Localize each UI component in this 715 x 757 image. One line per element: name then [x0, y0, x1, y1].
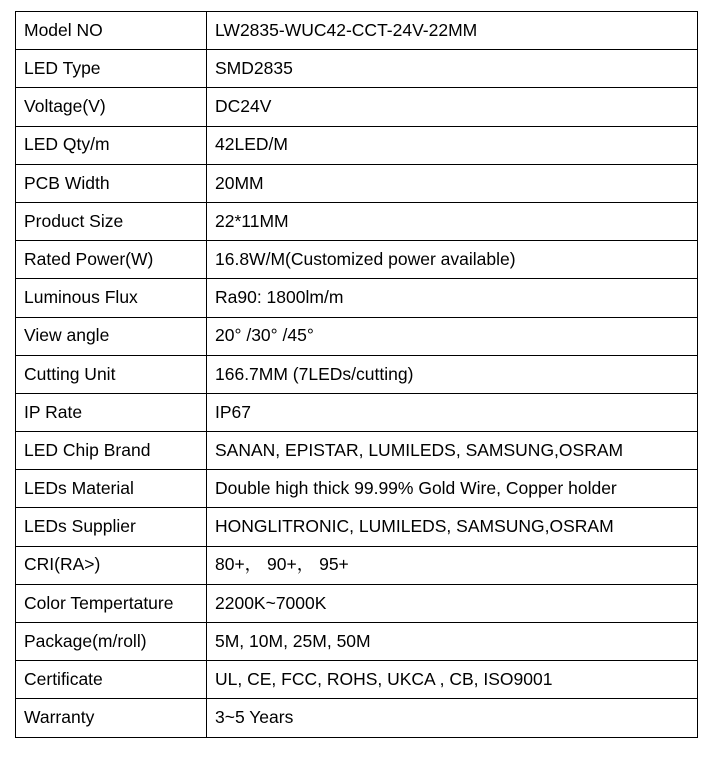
- spec-label: Warranty: [16, 699, 207, 737]
- spec-value: 42LED/M: [207, 126, 698, 164]
- table-row: [16, 355, 698, 393]
- spec-label: Rated Power(W): [16, 241, 207, 279]
- table-row: [16, 279, 698, 317]
- spec-label: Voltage(V): [16, 88, 207, 126]
- table-row: [16, 508, 698, 546]
- table-row: [16, 584, 698, 622]
- spec-label: PCB Width: [16, 164, 207, 202]
- spec-label: LEDs Supplier: [16, 508, 207, 546]
- table-row: [16, 661, 698, 699]
- spec-label: LED Type: [16, 50, 207, 88]
- table-row: [16, 623, 698, 661]
- table-row: [16, 546, 698, 584]
- spec-label: Luminous Flux: [16, 279, 207, 317]
- table-row: [16, 699, 698, 737]
- spec-label: Certificate: [16, 661, 207, 699]
- spec-value: IP67: [207, 393, 698, 431]
- spec-table: [15, 11, 698, 738]
- table-row: [16, 88, 698, 126]
- spec-label: LED Qty/m: [16, 126, 207, 164]
- spec-value: SMD2835: [207, 50, 698, 88]
- spec-value: LW2835-WUC42-CCT-24V-22MM: [207, 12, 698, 50]
- spec-value: 3~5 Years: [207, 699, 698, 737]
- spec-label: CRI(RA>): [16, 546, 207, 584]
- spec-value: 166.7MM (7LEDs/cutting): [207, 355, 698, 393]
- table-row: [16, 393, 698, 431]
- spec-value: 5M, 10M, 25M, 50M: [207, 623, 698, 661]
- spec-value: SANAN, EPISTAR, LUMILEDS, SAMSUNG,OSRAM: [207, 432, 698, 470]
- spec-value: DC24V: [207, 88, 698, 126]
- spec-value: 20MM: [207, 164, 698, 202]
- spec-label: Cutting Unit: [16, 355, 207, 393]
- spec-label: LEDs Material: [16, 470, 207, 508]
- spec-label: IP Rate: [16, 393, 207, 431]
- spec-value: HONGLITRONIC, LUMILEDS, SAMSUNG,OSRAM: [207, 508, 698, 546]
- table-row: [16, 12, 698, 50]
- spec-label: LED Chip Brand: [16, 432, 207, 470]
- spec-label: View angle: [16, 317, 207, 355]
- spec-value: Double high thick 99.99% Gold Wire, Copper holder: [207, 470, 698, 508]
- spec-value: 2200K~7000K: [207, 584, 698, 622]
- spec-label: Package(m/roll): [16, 623, 207, 661]
- spec-table-body: [16, 12, 698, 738]
- spec-value: 80+， 90+， 95+: [207, 546, 698, 584]
- table-row: [16, 164, 698, 202]
- spec-label: Model NO: [16, 12, 207, 50]
- spec-value: UL, CE, FCC, ROHS, UKCA , CB, ISO9001: [207, 661, 698, 699]
- spec-label: Color Tempertature: [16, 584, 207, 622]
- table-row: [16, 432, 698, 470]
- spec-value: Ra90: 1800lm/m: [207, 279, 698, 317]
- spec-label: Product Size: [16, 202, 207, 240]
- table-row: [16, 317, 698, 355]
- spec-value: 20° /30° /45°: [207, 317, 698, 355]
- table-row: [16, 50, 698, 88]
- table-row: [16, 202, 698, 240]
- table-row: [16, 126, 698, 164]
- spec-value: 16.8W/M(Customized power available): [207, 241, 698, 279]
- spec-value: 22*11MM: [207, 202, 698, 240]
- table-row: [16, 470, 698, 508]
- table-row: [16, 241, 698, 279]
